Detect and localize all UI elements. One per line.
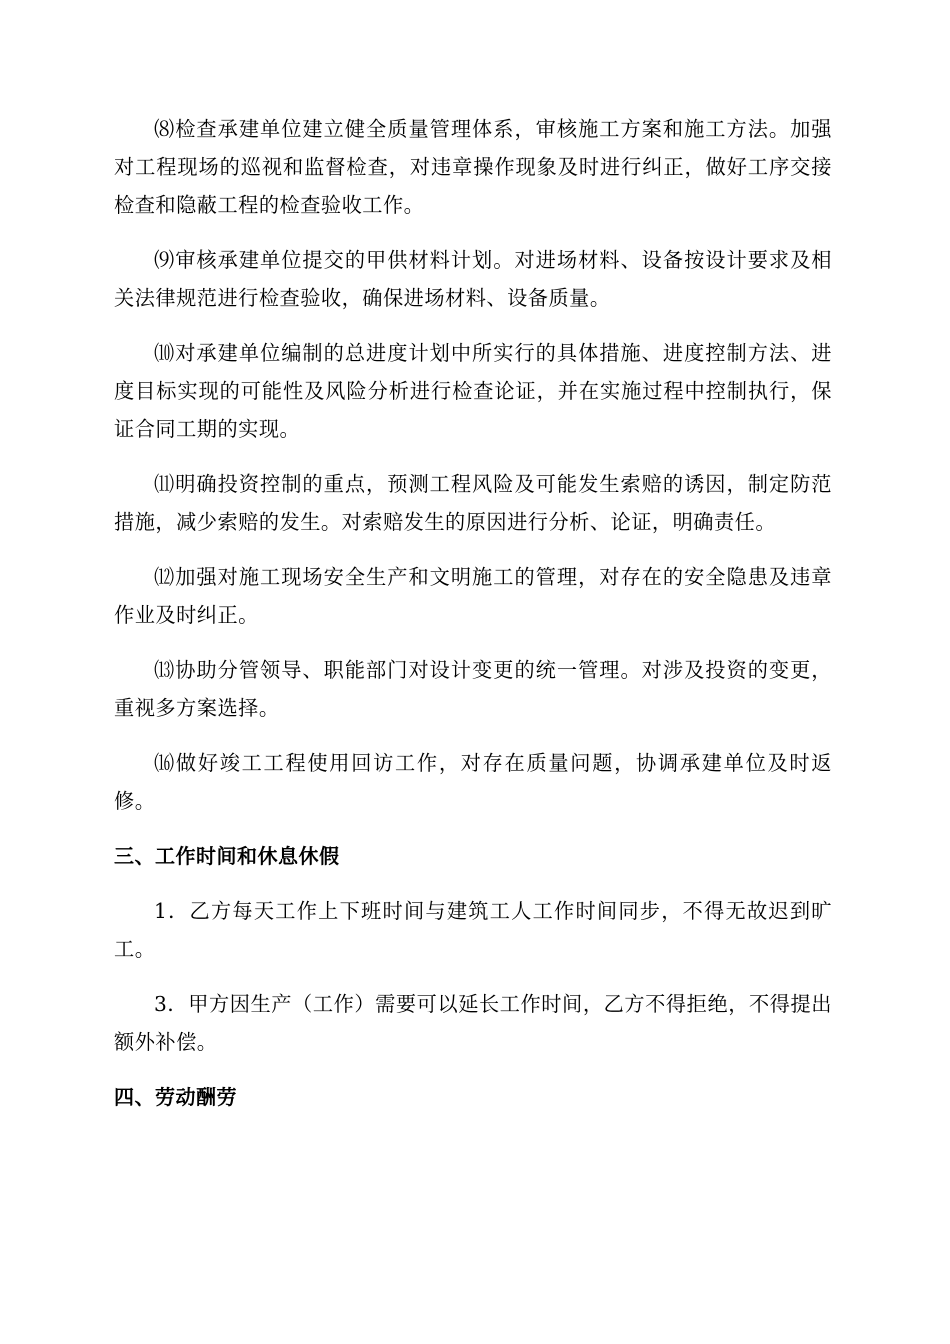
clause-10: ⑽对承建单位编制的总进度计划中所实行的具体措施、进度控制方法、进度目标实现的可能性及风险分析进行检查论证，并在实施过程中控制执行，保证合同工期的实现。 (114, 341, 832, 441)
section-heading-remuneration: 四、劳动酬劳 (114, 1085, 237, 1109)
work-hours-item-3: 3．甲方因生产（工作）需要可以延长工作时间，乙方不得拒绝，不得提出额外补偿。 (114, 992, 832, 1054)
clause-12: ⑿加强对施工现场安全生产和文明施工的管理，对存在的安全隐患及违章作业及时纠正。 (114, 565, 832, 627)
document-body (114, 110, 832, 1133)
clause-16: ⒃做好竣工工程使用回访工作，对存在质量问题，协调承建单位及时返修。 (114, 751, 832, 813)
work-hours-item-1: 1．乙方每天工作上下班时间与建筑工人工作时间同步，不得无故迟到旷工。 (114, 899, 832, 961)
section-heading-work-hours: 三、工作时间和休息休假 (114, 844, 340, 868)
clause-9: ⑼审核承建单位提交的甲供材料计划。对进场材料、设备按设计要求及相关法律规范进行检查验收，确保进场材料、设备质量。 (114, 248, 832, 310)
clause-8: ⑻检查承建单位建立健全质量管理体系，审核施工方案和施工方法。加强对工程现场的巡视和监督检查，对违章操作现象及时进行纠正，做好工序交接检查和隐蔽工程的检查验收工作。 (114, 117, 832, 217)
clause-13: ⒀协助分管领导、职能部门对设计变更的统一管理。对涉及投资的变更，重视多方案选择。 (114, 658, 832, 720)
clause-11: ⑾明确投资控制的重点，预测工程风险及可能发生索赔的诱因，制定防范措施，减少索赔的发生。对索赔发生的原因进行分析、论证，明确责任。 (114, 472, 832, 534)
